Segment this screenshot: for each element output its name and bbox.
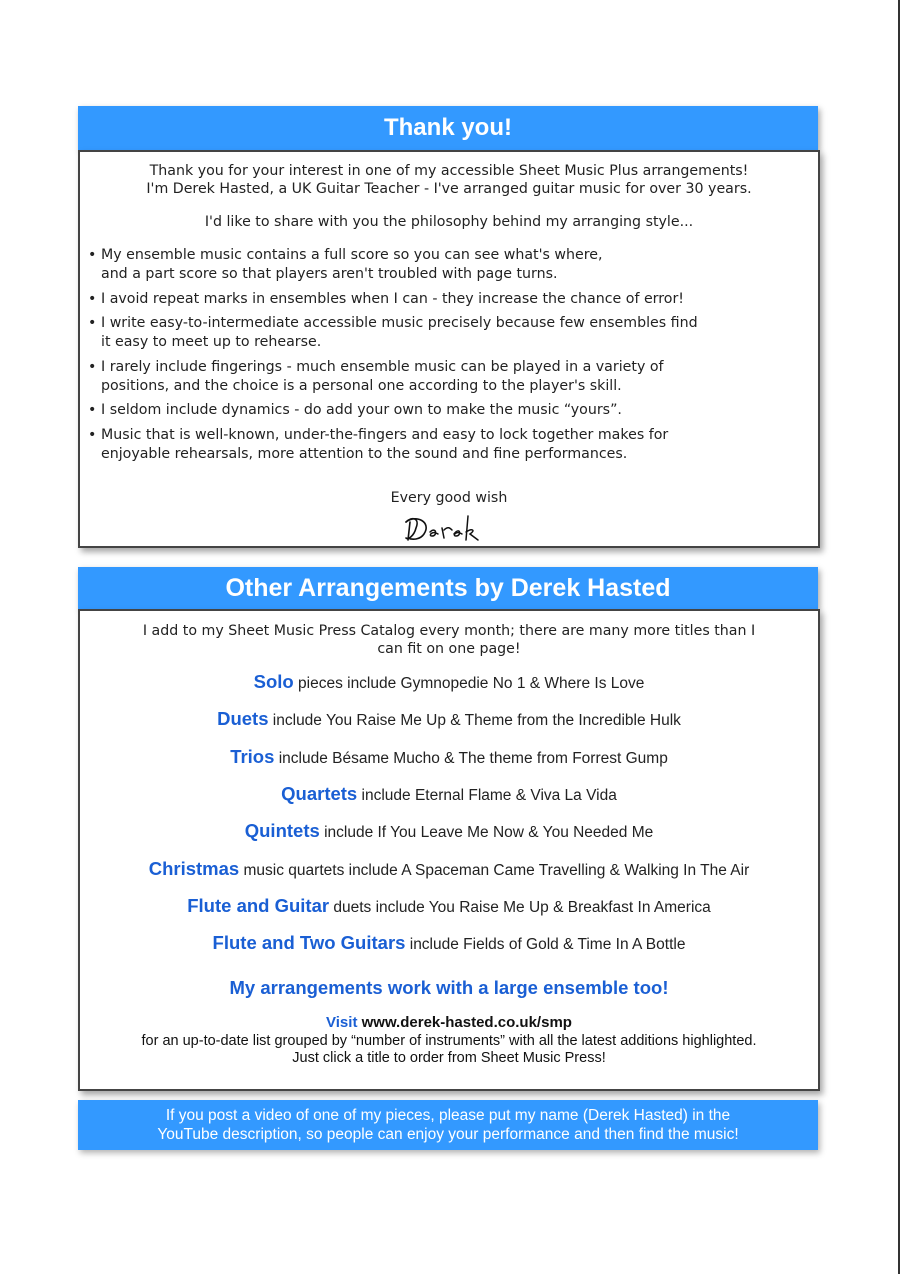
catalog-text — [90, 622, 808, 658]
youtube-banner — [78, 1100, 818, 1150]
visit-line — [80, 1014, 818, 1031]
arrangement-item — [80, 858, 818, 880]
arrangement-item — [80, 671, 818, 693]
list-item-line: it easy to meet up to rehearse. — [101, 334, 322, 350]
list-item-line: • I seldom include dynamics - do add your own to make the music “yours”. — [101, 402, 622, 418]
arrangement-item — [80, 746, 818, 768]
list-item — [88, 426, 808, 464]
thank-you-panel — [78, 150, 820, 548]
other-arrangements-title: Other Arrangements by Derek Hasted — [78, 567, 818, 609]
closing-text: Every good wish — [390, 490, 508, 506]
arrangement-category: Christmas — [148, 858, 240, 879]
arrangement-category: Flute and Guitar — [187, 895, 330, 916]
philosophy-text: I'd like to share with you the philosophy behind my arranging style... — [204, 214, 694, 230]
list-item — [88, 290, 808, 309]
visit-label: Visit — [326, 1014, 358, 1031]
list-note-line: for an up-to-date list grouped by “number of instruments” with all the latest additions highlighted. — [141, 1033, 757, 1049]
list-item-line: • I rarely include fingerings - much ensemble music can be played in a variety of — [101, 358, 664, 375]
arrangement-item — [80, 932, 818, 954]
signature-image — [402, 512, 494, 546]
list-item-line: and a part score so that players aren't troubled with page turns. — [101, 266, 558, 282]
catalog-line: can fit on one page! — [377, 641, 521, 657]
arrangement-category: Solo — [253, 671, 294, 692]
arrangement-item — [80, 708, 818, 730]
list-item — [88, 358, 808, 396]
thank-you-title: Thank you! — [78, 106, 818, 150]
arrangement-text: duets include You Raise Me Up & Breakfast In America — [329, 899, 711, 916]
other-arrangements-panel — [78, 609, 820, 1091]
intro-line: I'm Derek Hasted, a UK Guitar Teacher - I've arranged guitar music for over 30 years. — [146, 181, 752, 197]
list-item-line: • I write easy-to-intermediate accessible music precisely because few ensembles find — [101, 315, 698, 331]
arrangement-item — [80, 895, 818, 917]
list-item-line: enjoyable rehearsals, more attention to the sound and fine performances. — [101, 445, 628, 462]
intro-line: Thank you for your interest in one of my accessible Sheet Music Plus arrangements! — [149, 163, 749, 179]
list-item — [88, 246, 808, 284]
banner-line: YouTube description, so people can enjoy your performance and then find the music! — [157, 1126, 739, 1143]
philosophy-list — [88, 246, 808, 469]
list-item-line: positions, and the choice is a personal one according to the player's skill. — [101, 377, 622, 394]
arrangement-text: include Fields of Gold & Time In A Bottle — [405, 936, 686, 953]
arrangement-item — [80, 783, 818, 805]
arrangement-category: Flute and Two Guitars — [212, 932, 406, 953]
arrangement-text: include You Raise Me Up & Theme from the Incredible Hulk — [268, 712, 681, 729]
arrangement-category: Quintets — [244, 820, 320, 841]
large-ensemble-note: My arrangements work with a large ensemble too! — [229, 977, 669, 998]
arrangement-category: Trios — [230, 746, 275, 767]
arrangement-text: include If You Leave Me Now & You Needed Me — [319, 824, 654, 841]
arrangement-category: Quartets — [281, 783, 358, 804]
list-note — [80, 1033, 818, 1067]
list-item-line: • Music that is well-known, under-the-fingers and easy to lock together makes for — [101, 426, 669, 443]
website-link[interactable]: www.derek-hasted.co.uk/smp — [361, 1014, 572, 1031]
arrangement-text: include Bésame Mucho & The theme from Forrest Gump — [274, 750, 668, 767]
arrangement-text: pieces include Gymnopedie No 1 & Where Is Love — [293, 675, 645, 692]
banner-line: If you post a video of one of my pieces, please put my name (Derek Hasted) in the — [165, 1107, 731, 1124]
list-item — [88, 314, 808, 352]
intro-text — [80, 162, 818, 198]
arrangement-text: include Eternal Flame & Viva La Vida — [357, 787, 617, 804]
list-item — [88, 401, 808, 420]
catalog-line: I add to my Sheet Music Press Catalog every month; there are many more titles than I — [142, 623, 756, 639]
arrangement-text: music quartets include A Spaceman Came Travelling & Walking In The Air — [239, 862, 750, 879]
arrangement-item — [80, 820, 818, 842]
arrangement-category: Duets — [217, 708, 269, 729]
list-note-line: Just click a title to order from Sheet Music Press! — [292, 1050, 606, 1066]
list-item-line: • I avoid repeat marks in ensembles when I can - they increase the chance of error! — [101, 290, 684, 307]
list-item-line: • My ensemble music contains a full score so you can see what's where, — [101, 247, 603, 263]
